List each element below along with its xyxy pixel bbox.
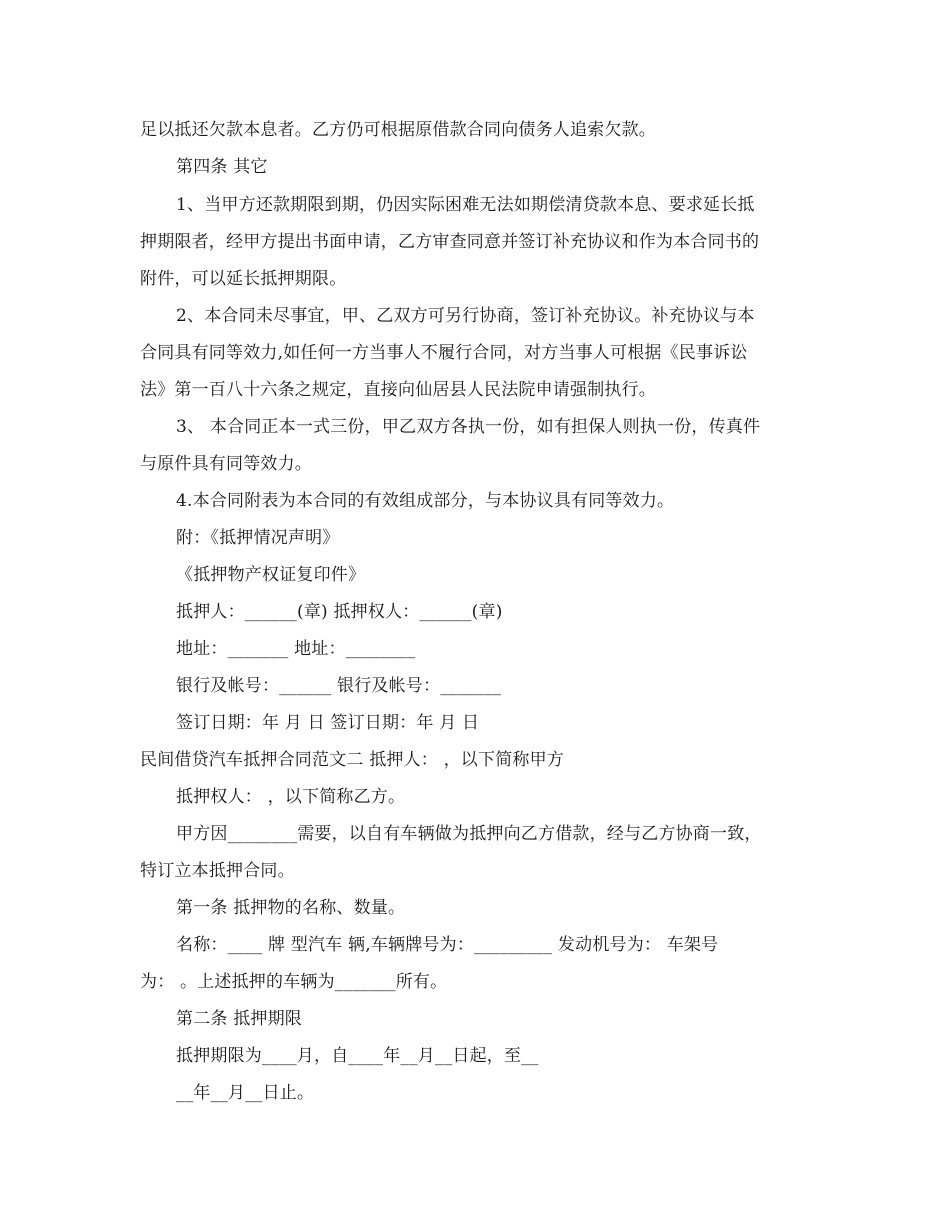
- section-heading: 第一条 抵押物的名称、数量。: [176, 898, 406, 918]
- contract-title-line: 民间借贷汽车抵押合同范文二 抵押人： ，以下简称甲方: [140, 750, 565, 770]
- attachment-line: 《抵押物产权证复印件》: [176, 565, 366, 585]
- paragraph-line: 押期限者，经甲方提出书面申请，乙方审查同意并签订补充协议和作为本合同书的: [140, 232, 760, 252]
- date-field-line: 签订日期：年 月 日 签订日期：年 月 日: [176, 713, 480, 733]
- paragraph-line: 4.本合同附表为本合同的有效组成部分，与本协议具有同等效力。: [176, 491, 675, 511]
- paragraph-line: 合同具有同等效力,如任何一方当事人不履行合同，对方当事人可根据《民事诉讼: [140, 343, 748, 363]
- paragraph-line: 名称：____ 牌 型汽车 辆,车辆牌号为：_________ 发动机号为： 车架号: [176, 935, 719, 955]
- paragraph-line: 为： 。上述抵押的车辆为_______所有。: [140, 972, 448, 992]
- signature-field-line: 抵押人：______(章) 抵押权人：______(章): [176, 602, 503, 622]
- paragraph-line: 2、本合同未尽事宜，甲、乙双方可另行协商，签订补充协议。补充协议与本: [176, 306, 755, 326]
- paragraph-line: 3、 本合同正本一式三份，甲乙双方各执一份，如有担保人则执一份，传真件: [176, 417, 761, 437]
- paragraph-line: 甲方因________需要，以自有车辆做为抵押向乙方借款，经与乙方协商一致，: [176, 824, 762, 844]
- paragraph-line: 足以抵还欠款本息者。乙方仍可根据原借款合同向债务人追索欠款。: [140, 120, 656, 140]
- paragraph-line: 抵押期限为____月，自____年__月__日起，至__: [176, 1046, 539, 1066]
- bank-field-line: 银行及帐号：______ 银行及帐号：_______: [176, 676, 502, 696]
- attachment-line: 附：《抵押情况声明》: [176, 528, 340, 548]
- section-heading: 第二条 抵押期限: [176, 1009, 303, 1029]
- paragraph-line: 与原件具有同等效力。: [140, 454, 312, 474]
- paragraph-line: 法》第一百八十六条之规定，直接向仙居县人民法院申请强制执行。: [140, 380, 656, 400]
- paragraph-line: __年__月__日止。: [176, 1083, 315, 1103]
- address-field-line: 地址：_______ 地址：________: [176, 639, 416, 659]
- section-heading: 第四条 其它: [176, 157, 268, 177]
- paragraph-line: 附件，可以延长抵押期限。: [140, 269, 347, 289]
- party-line: 抵押权人： ，以下简称乙方。: [176, 787, 406, 807]
- paragraph-line: 特订立本抵押合同。: [140, 861, 295, 881]
- paragraph-line: 1、当甲方还款期限到期，仍因实际困难无法如期偿清贷款本息、要求延长抵: [176, 195, 755, 215]
